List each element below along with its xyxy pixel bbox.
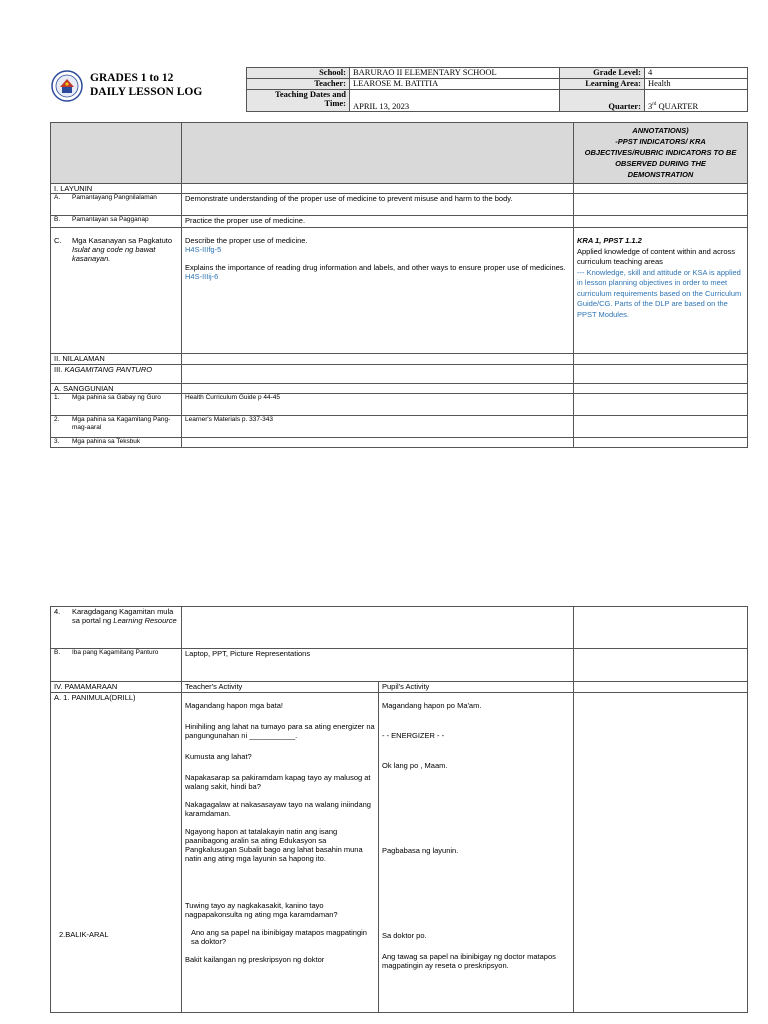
- school-value: BARURAO II ELEMENTARY SCHOOL: [350, 68, 560, 79]
- row-c-label-italic: Isulat ang code ng bawat kasanayan.: [72, 245, 156, 263]
- row-a-label: [51, 194, 182, 216]
- kagamitang-empty: [182, 365, 574, 384]
- sanggunian-ann-empty: [574, 384, 748, 394]
- row-b-ann-empty: [574, 216, 748, 228]
- teacher-line-9: Bakit kailangan ng preskripsyon ng doktor: [185, 955, 325, 964]
- annotations-line2: -PPST INDICATORS/ KRA: [615, 137, 706, 146]
- ref-3-ann-empty: [574, 438, 748, 448]
- lesson-plan-table-1: [50, 122, 748, 448]
- ref-1-content: Health Curriculum Guide p 44-45: [182, 394, 574, 416]
- kagamitang-ann-empty: [574, 365, 748, 384]
- dates-value: APRIL 13, 2023: [350, 90, 560, 112]
- kra-text: Applied knowledge of content within and across curriculum teaching areas: [577, 246, 736, 266]
- kagamitang-num: III.: [54, 365, 63, 374]
- pupil-line-2: - - ENERGIZER - -: [382, 731, 445, 740]
- teacher-label: Teacher:: [247, 79, 350, 90]
- row-c-label: [51, 228, 182, 354]
- objective-1: Describe the proper use of medicine.: [185, 236, 308, 245]
- activity-ann-empty: [574, 682, 748, 693]
- layunin-heading: I. LAYUNIN: [51, 184, 182, 194]
- title-line2: DAILY LESSON LOG: [90, 86, 203, 98]
- pupil-line-4: Pagbabasa ng layunin.: [382, 846, 459, 855]
- ref-4-label-text: [72, 607, 178, 625]
- pupil-activity-content: [379, 693, 574, 1013]
- other-materials-num: B.: [54, 649, 61, 656]
- quarter-number: 3: [648, 101, 653, 111]
- teacher-activity-header: Teacher's Activity: [182, 682, 379, 693]
- kagamitang-label: KAGAMITANG PANTURO: [64, 365, 153, 374]
- kra-annotation: [574, 228, 748, 354]
- other-materials-label-text: Iba pang Kagamitang Panturo: [72, 649, 159, 656]
- ref-4-label: [51, 607, 182, 649]
- ref-2-content: Learner's Materials p. 337-343: [182, 416, 574, 438]
- pupil-line-1: Magandang hapon po Ma'am.: [382, 701, 482, 710]
- school-label: School:: [247, 68, 350, 79]
- title-line1: GRADES 1 to 12: [90, 72, 174, 84]
- ref-3-label-text: Mga pahina sa Teksbuk: [72, 438, 141, 445]
- ref-3-empty: [182, 438, 574, 448]
- ref-2-ann-empty: [574, 416, 748, 438]
- annotations-header: [574, 123, 748, 184]
- ref-4-label-italic: Learning Resource: [113, 616, 177, 625]
- row-a-content: Demonstrate understanding of the proper use of medicine to prevent misuse and harm to the body.: [182, 194, 574, 216]
- layunin-ann-empty: [574, 184, 748, 194]
- row-c-num: C.: [54, 236, 62, 245]
- header-empty-cell-1: [51, 123, 182, 184]
- nilalaman-ann-empty: [574, 354, 748, 365]
- ref-1-label: [51, 394, 182, 416]
- procedure-ann-empty: [574, 693, 748, 1013]
- quarter-word: QUARTER: [658, 101, 699, 111]
- sanggunian-empty: [182, 384, 574, 394]
- dates-label: [247, 90, 350, 112]
- procedure-labels: [51, 693, 182, 1013]
- nilalaman-empty: [182, 354, 574, 365]
- grade-level-value: 4: [645, 68, 748, 79]
- ref-3-label: [51, 438, 182, 448]
- teacher-line-6: Ngayong hapon at tatalakayin natin ang isang paanibagong aralin sa ating Edukasyon sa Pangkalusugan Subalit bago ang lahat basahin muna natin ang ating mga layunin sa hapong ito.: [185, 827, 363, 863]
- annotations-line5: DEMONSTRATION: [627, 170, 694, 179]
- balik-aral-label: 2.BALIK-ARAL: [59, 930, 109, 939]
- deped-seal-logo: [51, 70, 83, 102]
- row-b-label-text: Pamantayan sa Pagganap: [72, 216, 149, 223]
- kra-blue-note: --- Knowledge, skill and attitude or KSA is applied in lesson planning objectives in order to meet curriculum requirements based on the Curriculum Guide/CG. Parts of the DLP are based on the PPST Modules.: [577, 267, 742, 319]
- teacher-line-2: Hinihiling ang lahat na tumayo para sa ating energizer na pangungunahan ni ___________.: [185, 722, 375, 740]
- quarter-suffix: rd: [652, 102, 657, 108]
- ref-4-num: 4.: [54, 607, 61, 616]
- pupil-line-3: Ok lang po , Maam.: [382, 761, 448, 770]
- kagamitang-heading: [51, 365, 182, 384]
- pamamaraan-heading: IV. PAMAMARAAN: [51, 682, 182, 693]
- pupil-line-5: Sa doktor po.: [382, 931, 427, 940]
- header-empty-cell-2: [182, 123, 574, 184]
- teacher-line-5: Nakagagalaw at nakasasayaw tayo na walang iniindang karamdaman.: [185, 800, 371, 818]
- objective-1-code: H4S-IIIfg-5: [185, 245, 222, 254]
- teacher-line-3: Kumusta ang lahat?: [185, 752, 252, 761]
- annotations-line3: OBJECTIVES/RUBRIC INDICATORS TO BE: [584, 148, 737, 157]
- row-b-content: Practice the proper use of medicine.: [182, 216, 574, 228]
- teacher-line-7: Tuwing tayo ay nagkakasakit, kanino tayo nagpapakonsulta ng ating mga karamdaman?: [185, 901, 338, 919]
- ref-3-num: 3.: [54, 438, 60, 445]
- teacher-line-1: Magandang hapon mga bata!: [185, 701, 283, 710]
- dates-label-line2: Time:: [324, 98, 346, 108]
- learning-area-label: Learning Area:: [560, 79, 645, 90]
- row-a-label-text: Pamantayang Pangnilalaman: [72, 194, 157, 201]
- annotations-line4: OBSERVED DURING THE: [615, 159, 706, 168]
- learning-area-value: Health: [645, 79, 748, 90]
- pupil-line-6: Ang tawag sa papel na ibinibigay ng doctor matapos magpatingin ay reseta o preskripsyon.: [382, 952, 556, 970]
- ref-4-ann-empty: [574, 607, 748, 649]
- teacher-value: LEAROSE M. BATITIA: [350, 79, 560, 90]
- lesson-plan-table-2: [50, 606, 748, 1013]
- objective-2: Explains the importance of reading drug information and labels, and other ways to ensure proper use of medicines.: [185, 263, 566, 272]
- row-c-label-plain: Mga Kasanayan sa Pagkatuto: [72, 236, 173, 245]
- row-c-content: [182, 228, 574, 354]
- row-a-ann-empty: [574, 194, 748, 216]
- quarter-value: [645, 90, 748, 112]
- ref-2-label-text: Mga pahina sa Kagamitang Pang-mag-aaral: [72, 416, 171, 431]
- grade-level-label: Grade Level:: [560, 68, 645, 79]
- row-a-num: A.: [54, 194, 61, 201]
- ref-1-ann-empty: [574, 394, 748, 416]
- ref-2-label: [51, 416, 182, 438]
- kra-title: KRA 1, PPST 1.1.2: [577, 236, 642, 245]
- ref-4-empty: [182, 607, 574, 649]
- objective-2-code: H4S-IIIij-6: [185, 272, 219, 281]
- layunin-empty: [182, 184, 574, 194]
- row-b-label: [51, 216, 182, 228]
- nilalaman-heading: II. NILALAMAN: [51, 354, 182, 365]
- panimula-drill-label: A. 1. PANIMULA(DRILL): [54, 693, 136, 702]
- document-title: [90, 71, 202, 99]
- dates-label-line1: Teaching Dates and: [274, 89, 346, 99]
- other-materials-content: Laptop, PPT, Picture Representations: [182, 649, 574, 682]
- row-c-label-text: [72, 236, 178, 263]
- sanggunian-heading: A. SANGGUNIAN: [51, 384, 182, 394]
- ref-1-label-text: Mga pahina sa Gabay ng Guro: [72, 394, 161, 401]
- quarter-label: Quarter:: [560, 90, 645, 112]
- other-materials-ann-empty: [574, 649, 748, 682]
- annotations-line1: ANNOTATIONS): [632, 126, 689, 135]
- ref-1-num: 1.: [54, 394, 60, 401]
- pupil-activity-header: Pupil's Activity: [379, 682, 574, 693]
- other-materials-label: [51, 649, 182, 682]
- header-info-table: [246, 67, 748, 112]
- row-b-num: B.: [54, 216, 61, 223]
- ref-2-num: 2.: [54, 416, 60, 423]
- teacher-line-8: Ano ang sa papel na ibinibigay matapos magpatingin sa doktor?: [191, 928, 367, 946]
- ref-4-label-plain: Karagdagang Kagamitan mula sa portal ng: [72, 607, 174, 625]
- teacher-line-4: Napakasarap sa pakiramdam kapag tayo ay malusog at walang sakit, hindi ba?: [185, 773, 371, 791]
- teacher-activity-content: [182, 693, 379, 1013]
